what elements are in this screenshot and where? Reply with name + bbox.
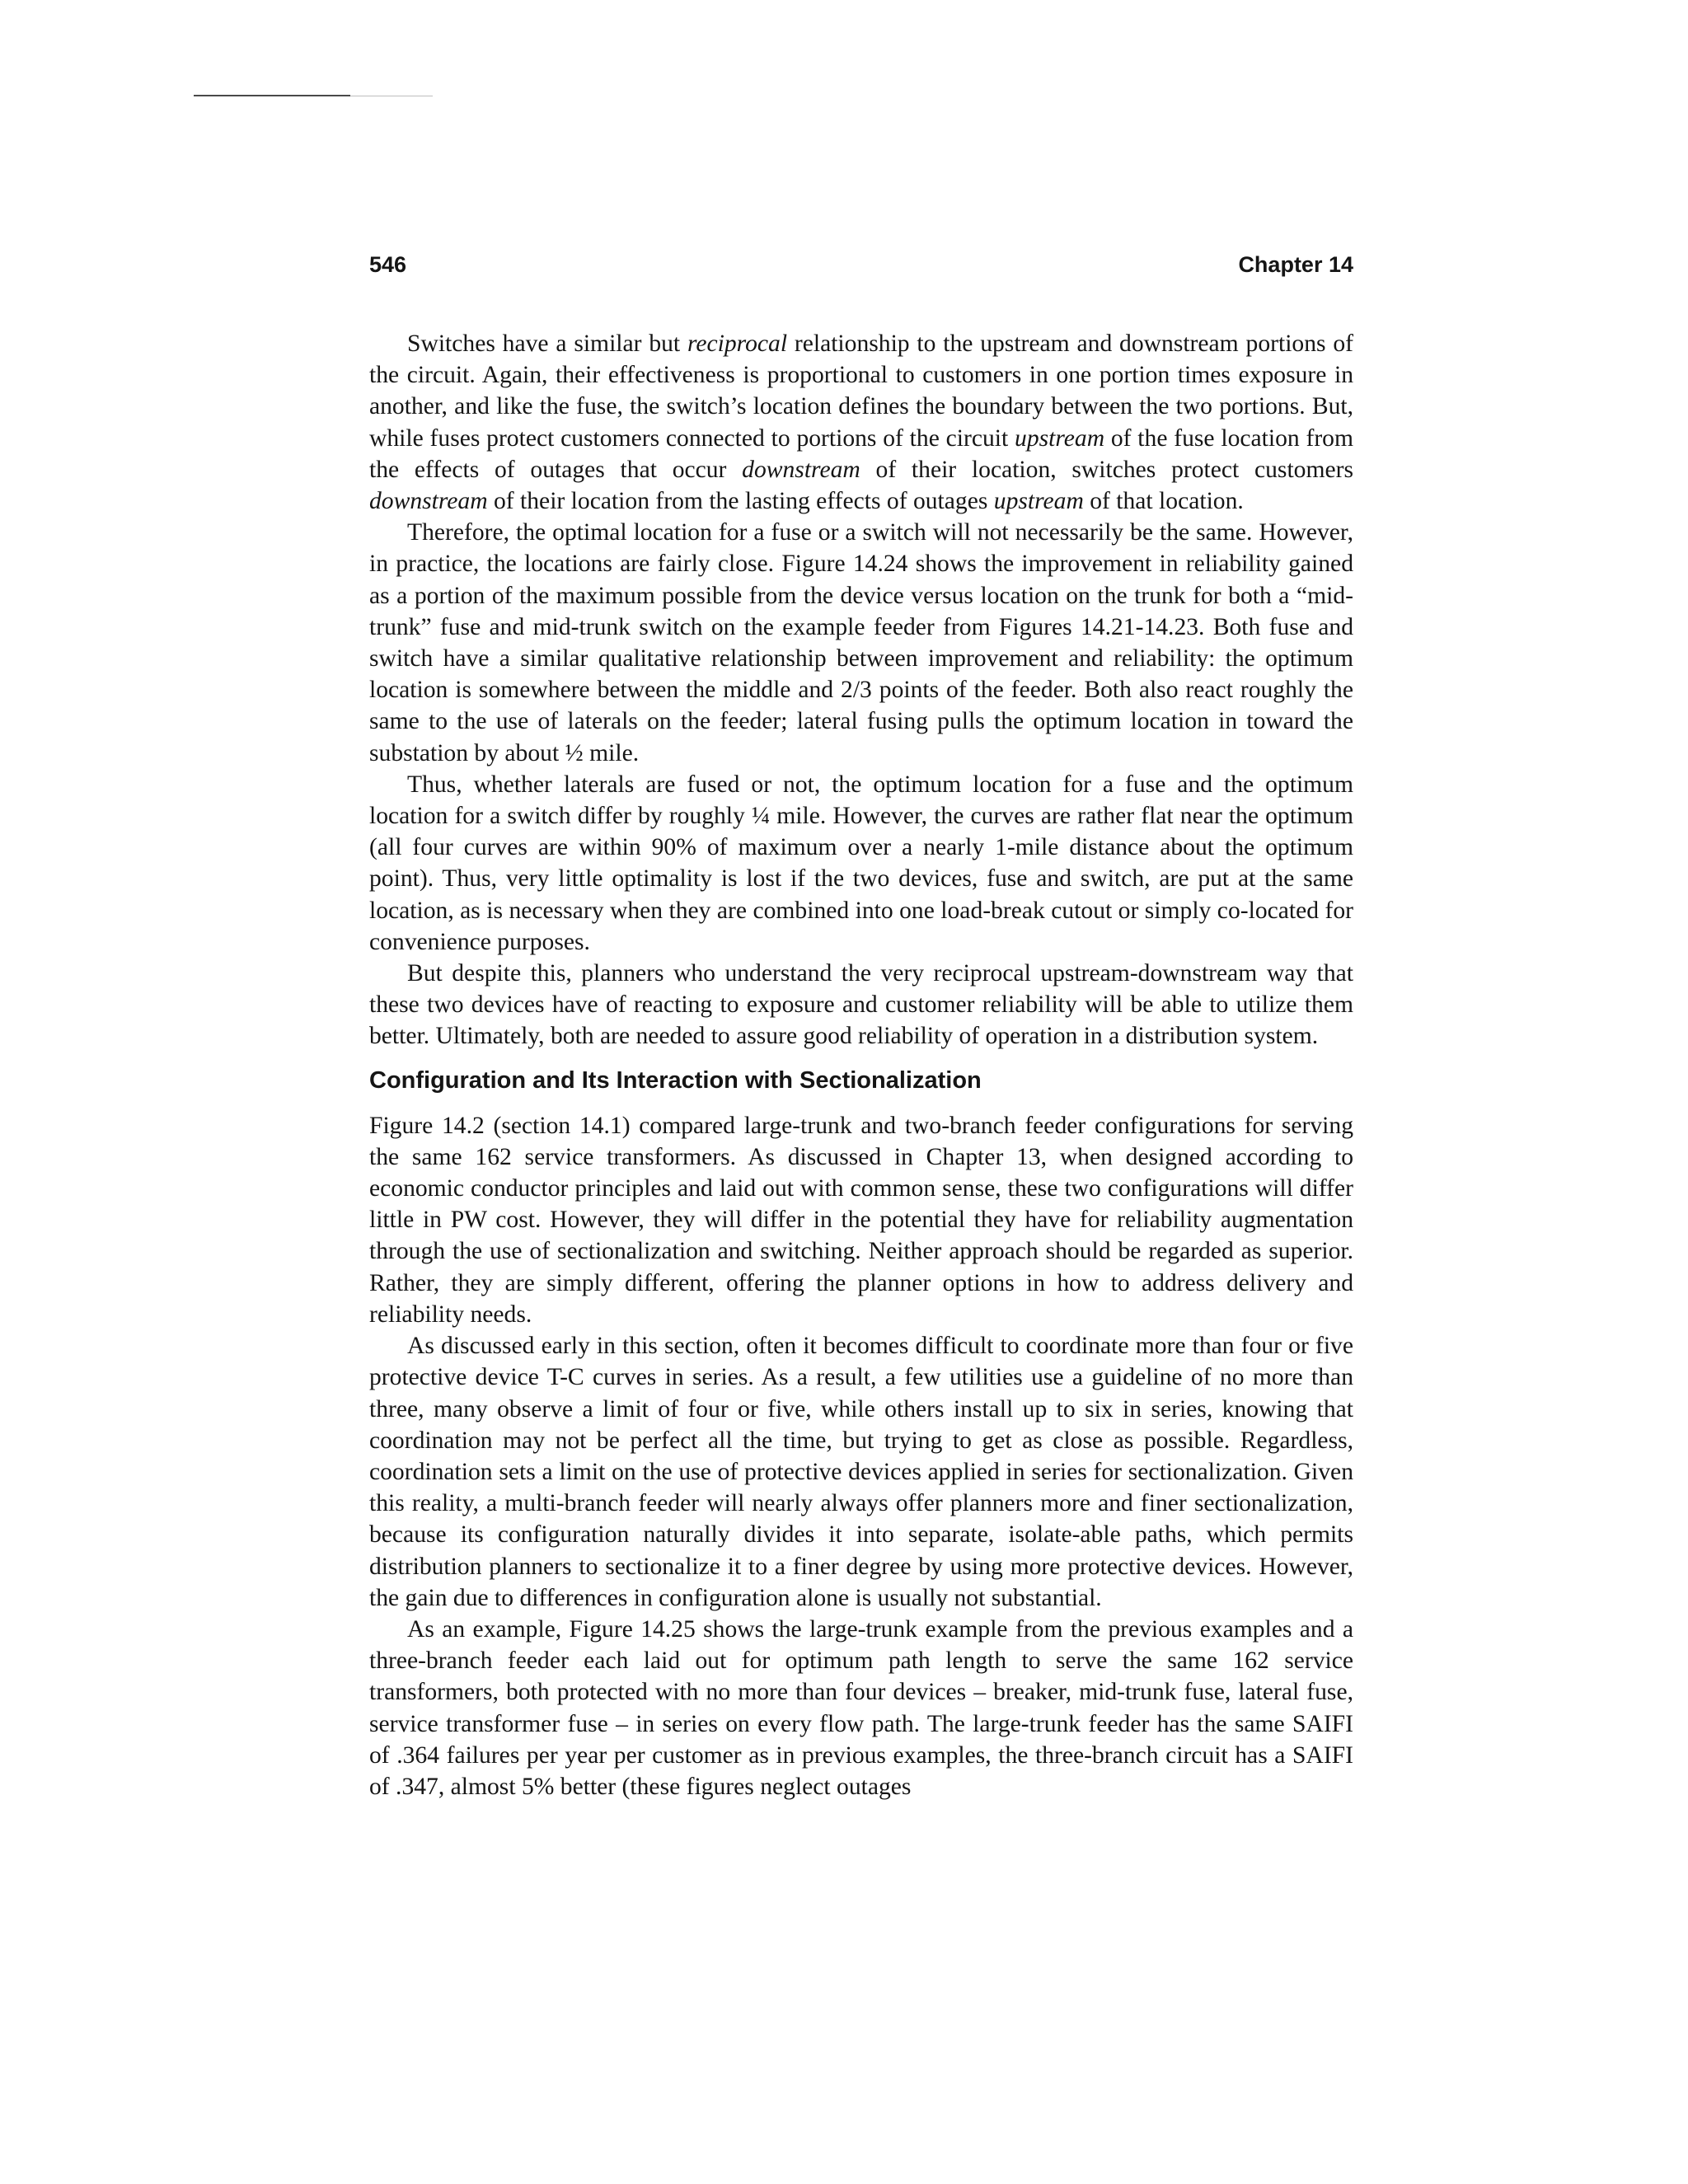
page-number: 546 <box>369 252 407 277</box>
scan-artifact-rule <box>194 95 350 96</box>
paragraph-6: As discussed early in this section, often it becomes difficult to coordinate more than four or five protective device T-C curves in series. As a result, a few utilities use a guideline of no more than three, many observe a limit of four or five, while others install up to six in series, knowing that coordination may not be perfect all the time, but trying to get as close as possible. Regardless, coordination sets a limit on the use of protective devices applied in series for sectionalization. Given this reality, a multi-branch feeder will nearly always offer planners more and finer sectionalization, because its configuration naturally divides it into separate, isolate-able paths, which permits distribution planners to sectionalize it to a finer degree by using more protective devices. However, the gain due to differences in configuration alone is usually not substantial. <box>369 1333 1353 1611</box>
paragraph-1-text: of the fuse location from the effects of outages that occur <box>369 424 1353 483</box>
paragraph-4: But despite this, planners who understand the very reciprocal upstream-downstream way that these two devices have of reacting to exposure and customer reliability will be able to utilize them better. Ultimately, both are needed to assure good reliability of operation in a distribution system. <box>369 960 1353 1050</box>
paragraph-1-text: of their location from the lasting effects of outages <box>487 488 994 515</box>
emphasis-reciprocal: reciprocal <box>687 330 788 357</box>
section-heading: Configuration and Its Interaction with Sectionalization <box>369 1066 982 1094</box>
emphasis-upstream: upstream <box>993 488 1084 515</box>
emphasis-upstream: upstream <box>1015 424 1105 452</box>
paragraph-7: As an example, Figure 14.25 shows the large-trunk example from the previous examples and a three-branch feeder each laid out for optimum path length to serve the same 162 service transformers, both protected with no more than four devices – breaker, mid-trunk fuse, lateral fuse, service transformer fuse – in series on every flow path. The large-trunk feeder has the same SAIFI of .364 failures per year per customer as in previous examples, the three-branch circuit has a SAIFI of .347, almost 5% better (these figures neglect outages <box>369 1615 1353 1800</box>
running-head <box>369 252 1353 285</box>
body-text <box>369 328 1353 1802</box>
paragraph-1-text: Switches have a similar but <box>407 330 687 357</box>
paragraph-1 <box>369 328 1353 517</box>
emphasis-downstream: downstream <box>369 488 488 515</box>
paragraph-1-text: of that location. <box>1083 488 1244 515</box>
paragraph-3: Thus, whether laterals are fused or not, the optimum location for a fuse and the optimum location for a switch differ by roughly ¼ mile. However, the curves are rather flat near the optimum (all four curves are within 90% of maximum over a nearly 1-mile distance about the optimum point). Thus, very little optimality is lost if the two devices, fuse and switch, are put at the same location, as is necessary when they are combined into one load-break cutout or simply co-located for convenience purposes. <box>369 771 1353 955</box>
paragraph-1-text: of their location, switches protect customers <box>860 456 1353 483</box>
paragraph-5: Figure 14.2 (section 14.1) compared large-trunk and two-branch feeder configurations for serving the same 162 service transformers. As discussed in Chapter 13, when designed according to economic conductor principles and laid out with common sense, these two configurations will differ little in PW cost. However, they will differ in the potential they have for reliability augmentation through the use of sectionalization and switching. Neither approach should be regarded as superior. Rather, they are simply different, offering the planner options in how to address delivery and reliability needs. <box>369 1112 1353 1328</box>
paragraph-2: Therefore, the optimal location for a fuse or a switch will not necessarily be the same. However, in practice, the locations are fairly close. Figure 14.24 shows the improvement in reliability gained as a portion of the maximum possible from the device versus location on the trunk for both a “mid-trunk” fuse and mid-trunk switch on the example feeder from Figures 14.21-14.23. Both fuse and switch have a similar qualitative relationship between improvement and reliability: the optimum location is somewhere between the middle and 2/3 points of the feeder. Both also react roughly the same to the use of laterals on the feeder; lateral fusing pulls the optimum location in toward the substation by about ½ mile. <box>369 519 1353 766</box>
paragraph-1-text: relationship to the upstream and downstream portions of the circuit. Again, their effectiveness is proportional to customers in one portion times exposure in another, and like the fuse, the switch’s location defines the boundary between the two portions. But, while fuses protect customers connected to portions of the circuit <box>369 330 1353 452</box>
emphasis-downstream: downstream <box>742 456 860 483</box>
chapter-label: Chapter 14 <box>1238 252 1353 277</box>
